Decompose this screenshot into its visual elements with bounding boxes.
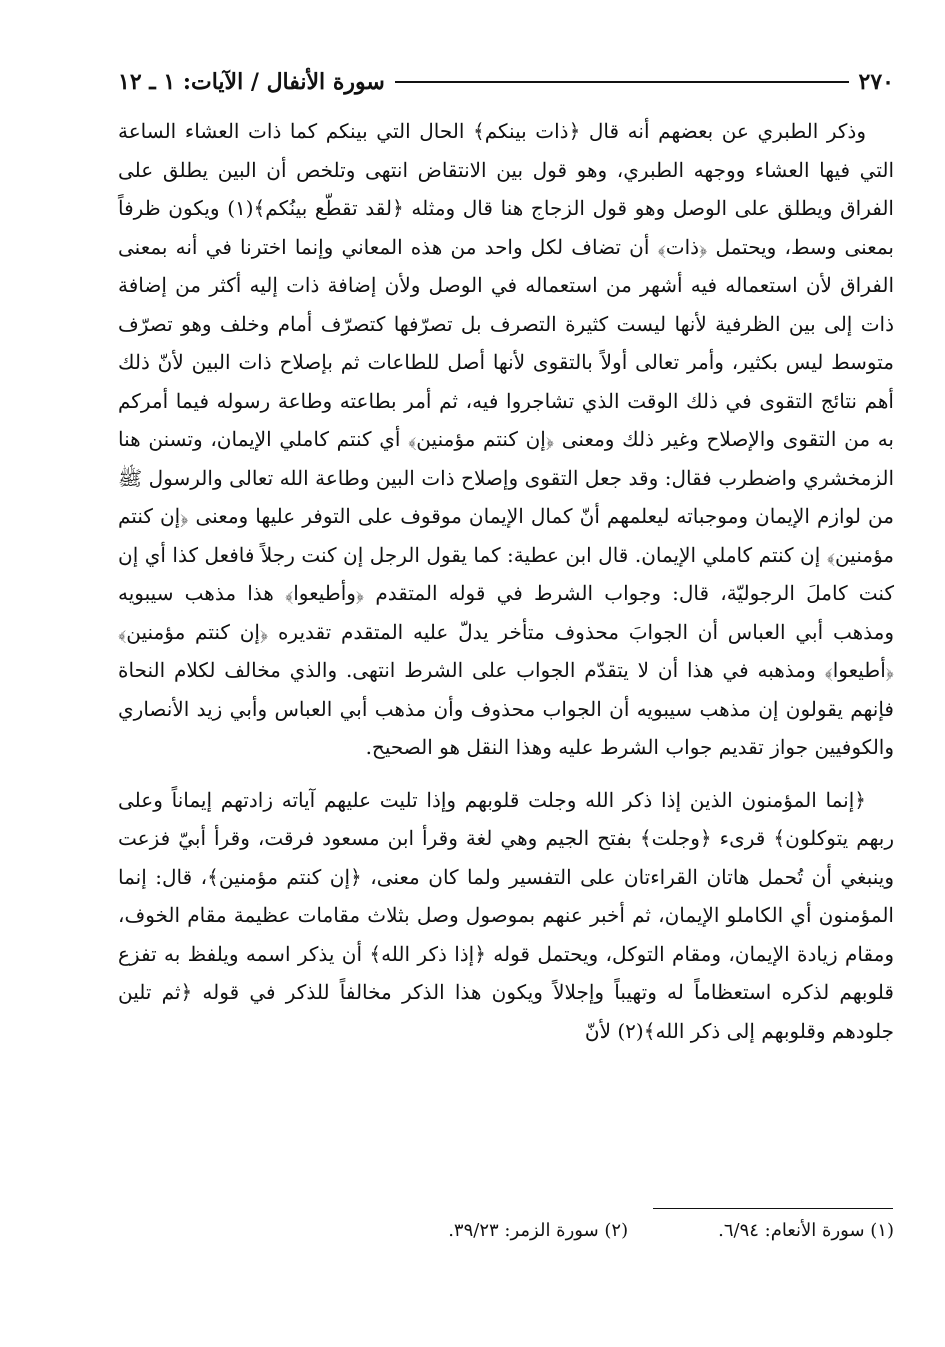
header-rule	[395, 81, 849, 83]
page-number: ٢٧٠	[858, 69, 894, 95]
paragraph-2: ﴿إنما المؤمنون الذين إذا ذكر الله وجلت قلوبهم وإذا تليت عليهم آياته زادتهم إيماناً وعلى ربهم يتوكلون﴾ قرىء ﴿وجلت﴾ بفتح الجيم وهي لغة وقرأ ابن مسعود فرقت، وقرأ أبيّ فزعت وينبغي أن تُحمل هاتان القراءتان على التفسير ولما كان معنى، ﴿إن كنتم مؤمنين﴾، قال: إنما المؤمنون أي الكاملو الإيمان، ثم أخبر عنهم بموصول وصل بثلاث مقامات عظيمة مقام الخوف، ومقام زيادة الإيمان، ومقام التوكل، ويحتمل قوله ﴿إذا ذكر الله﴾ أن يذكر اسمه ويلفظ به تفزع قلوبهم لذكره استعظاماً له وتهيباً وإجلالاً ويكون هذا الذكر مخالفاً للذكر في قوله ﴿ثم تلين جلودهم وقلوبهم إلى ذكر الله﴾(٢) لأنّ	[118, 787, 894, 1043]
footnote-2: (٢) سورة الزمر: ٣٩/٢٣.	[448, 1220, 629, 1241]
footnotes	[118, 1220, 894, 1241]
footnote-1: (١) سورة الأنعام: ٦/٩٤.	[718, 1220, 894, 1241]
surah-title: سورة الأنفال / الآيات: ١ ـ ١٢	[118, 69, 385, 95]
page-header	[118, 62, 894, 102]
body-text	[118, 112, 894, 1050]
paragraph-1: وذكر الطبري عن بعضهم أنه قال ﴿ذات بينكم﴾ الحال التي بينكم كما ذات العشاء الساعة التي فيها العشاء ووجهه الطبري، وهو قول بين الانتقاض انتهى وتلخص أن البين يطلق على الفراق ويطلق على الوصل وهو قول الزجاج هنا قال ومثله ﴿لقد تقطّع بينُكم﴾(١) ويكون ظرفاً بمعنى وسط، ويحتمل ﴿ذات﴾ أن تضاف لكل واحد من هذه المعاني وإنما اخترنا في أنه بمعنى الفراق لأن استعماله فيه أشهر من استعماله في الوصل ولأن إضافة ذات إليه أكثر من إضافة ذات إلى بين الظرفية لأنها ليست كثيرة التصرف بل تصرّفها كتصرّف أمام وخلف وهو تصرّف متوسط ليس بكثير، وأمر تعالى أولاً بالتقوى لأنها أصل للطاعات ثم بإصلاح ذات البين لأنّ ذلك أهم نتائج التقوى في ذلك الوقت الذي تشاجروا فيه، ثم أمر بطاعته وطاعة رسوله فيما أمركم به من التقوى والإصلاح وغير ذلك ومعنى ﴿إن كنتم مؤمنين﴾ أي كنتم كاملي الإيمان، وتسنن هنا الزمخشري واضطرب فقال: وقد جعل التقوى وإصلاح ذات البين وطاعة الله تعالى والرسول ﷺ من لوازم الإيمان وموجباته ليعلمهم أنّ كمال الإيمان موقوف على التوفر عليها ومعنى ﴿إن كنتم مؤمنين﴾ إن كنتم كاملي الإيمان. قال ابن عطية: كما يقول الرجل إن كنت رجلاً فافعل كذا أي إن كنت كاملَ الرجوليّة، قال: وجواب الشرط في قوله المتقدم ﴿وأطيعوا﴾ هذا مذهب سيبويه ومذهب أبي العباس أن الجوابَ محذوف متأخر يدلّ عليه المتقدم تقديره ﴿إن كنتم مؤمنين﴾ ﴿أطيعوا﴾ ومذهبه في هذا أن لا يتقدّم الجواب على الشرط انتهى. والذي مخالف لكلام النحاة فإنهم يقولون إن مذهب سيبويه أن الجواب محذوف وأن مذهب أبي العباس وأبي زيد الأنصاري والكوفيين جواز تقديم جواب الشرط عليه وهذا النقل هو الصحيح.	[118, 119, 894, 759]
footnote-divider	[653, 1208, 893, 1209]
